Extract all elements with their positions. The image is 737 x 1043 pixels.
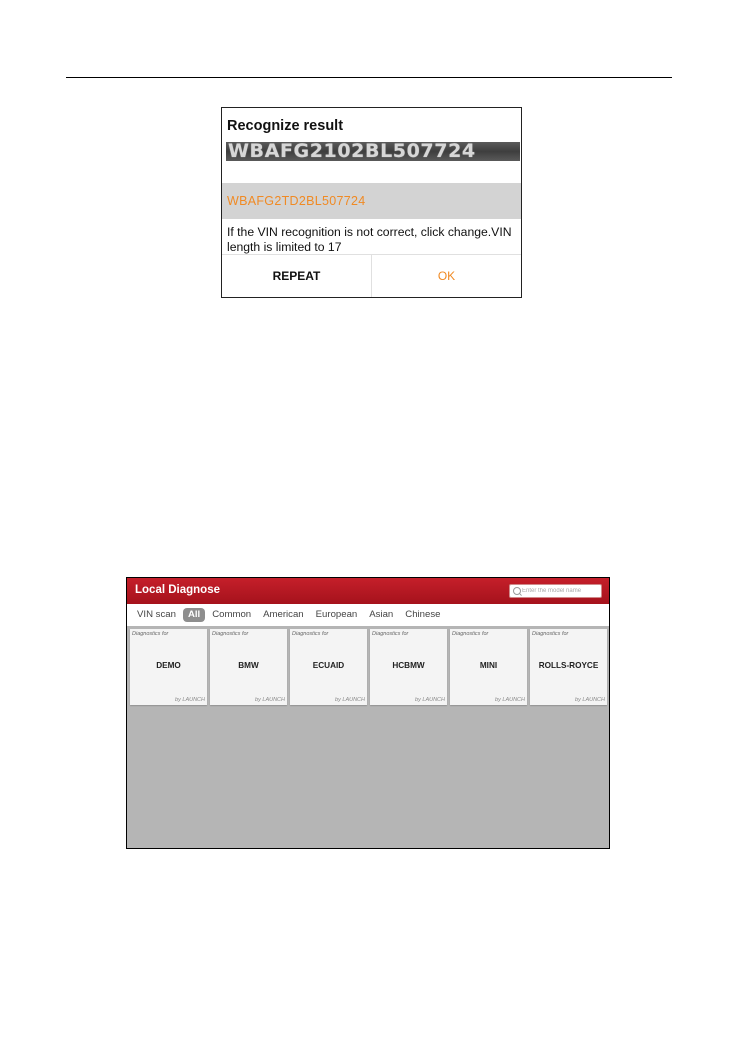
card-caption: Diagnostics for	[452, 631, 489, 637]
card-name: BMW	[238, 661, 259, 670]
tab-chinese[interactable]: Chinese	[405, 609, 441, 620]
vehicle-card-ecuaid[interactable]	[290, 629, 367, 705]
card-name: HCBMW	[392, 661, 425, 670]
category-tabs	[127, 604, 609, 626]
card-caption: Diagnostics for	[372, 631, 409, 637]
page-header-rule	[66, 77, 672, 78]
recognized-vin-field[interactable]: WBAFG2TD2BL507724	[222, 183, 521, 219]
vehicle-card-hcbmw[interactable]	[370, 629, 447, 705]
dialog-button-bar	[222, 254, 521, 297]
page-title: Local Diagnose	[135, 584, 220, 596]
card-name: ROLLS-ROYCE	[538, 661, 599, 670]
vehicle-card-bmw[interactable]	[210, 629, 287, 705]
tab-common[interactable]: Common	[212, 609, 252, 620]
dialog-message: If the VIN recognition is not correct, click change.VIN length is limited to 17	[227, 225, 512, 254]
scanned-vin-image	[226, 142, 520, 161]
search-input[interactable]	[522, 585, 598, 597]
ok-button[interactable]: OK	[371, 255, 521, 297]
recognize-result-dialog	[221, 107, 522, 298]
card-caption: Diagnostics for	[132, 631, 169, 637]
card-brand: by LAUNCH	[255, 697, 285, 703]
scanned-vin-text: WBAFG2102BL507724	[228, 142, 476, 161]
tab-american[interactable]: American	[263, 609, 304, 620]
tab-vin-scan[interactable]: VIN scan	[137, 609, 176, 620]
card-name: DEMO	[156, 661, 181, 670]
vehicle-card-grid	[130, 629, 610, 705]
tab-european[interactable]: European	[315, 609, 358, 620]
card-caption: Diagnostics for	[292, 631, 329, 637]
top-bar	[127, 578, 609, 604]
card-brand: by LAUNCH	[415, 697, 445, 703]
search-icon	[513, 587, 521, 595]
repeat-button[interactable]: REPEAT	[272, 269, 321, 283]
local-diagnose-screen	[126, 577, 610, 849]
card-name: ECUAID	[312, 661, 345, 670]
card-caption: Diagnostics for	[532, 631, 569, 637]
tab-all[interactable]: All	[183, 608, 205, 622]
dialog-title: Recognize result	[227, 118, 344, 134]
card-brand: by LAUNCH	[575, 697, 605, 703]
vehicle-card-rolls-royce[interactable]	[530, 629, 607, 705]
card-brand: by LAUNCH	[335, 697, 365, 703]
tab-asian[interactable]: Asian	[369, 609, 394, 620]
vehicle-card-demo[interactable]	[130, 629, 207, 705]
card-brand: by LAUNCH	[175, 697, 205, 703]
card-caption: Diagnostics for	[212, 631, 249, 637]
vehicle-card-mini[interactable]	[450, 629, 527, 705]
search-box[interactable]	[509, 584, 602, 598]
card-brand: by LAUNCH	[495, 697, 525, 703]
card-name: MINI	[479, 661, 498, 670]
